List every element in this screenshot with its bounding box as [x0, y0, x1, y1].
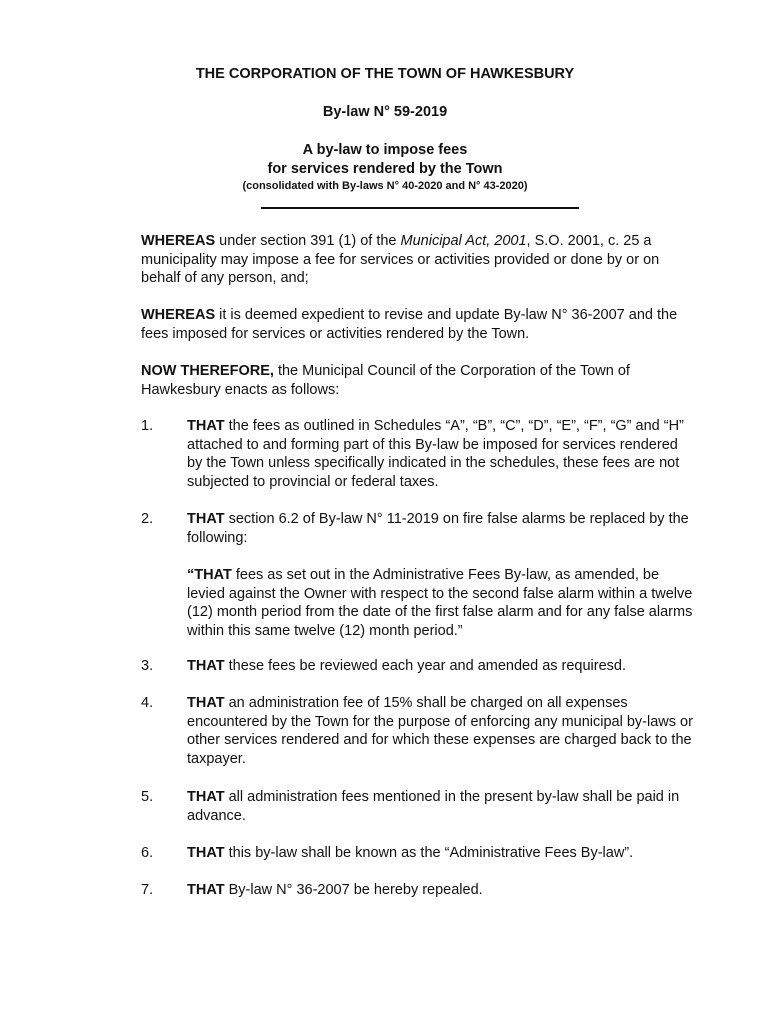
- clause-body: the fees as outlined in Schedules “A”, “B”, “C”, “D”, “E”, “F”, “G” and “H” attached to and forming part of this By-law be imposed for services rendered by the Town unless specifically indicated in the schedules, these fees are not subjected to provincial or federal taxes.: [187, 418, 684, 490]
- now-therefore-text: the Municipal Council of the Corporation of the Town of Hawkesbury enacts as follows:: [141, 363, 630, 398]
- quoted-clause: [187, 566, 696, 640]
- clause-number: 6.: [141, 845, 154, 861]
- clause-body: all administration fees mentioned in the present by-law shall be paid in advance.: [187, 789, 680, 824]
- clause-number: 1.: [141, 418, 154, 434]
- whereas-lead: WHEREAS: [141, 307, 216, 323]
- whereas-text-a: under section 391 (1) of the: [215, 233, 401, 249]
- clause-number: 5.: [141, 789, 154, 805]
- corporation-heading: THE CORPORATION OF THE TOWN OF HAWKESBURY: [195, 66, 575, 82]
- now-therefore-paragraph: [141, 362, 696, 399]
- whereas-lead: WHEREAS: [141, 233, 216, 249]
- clause-lead: THAT: [187, 789, 225, 805]
- whereas-text-b: , S.O. 2001, c. 25 a municipality may impose a fee for services or activities provided or done by or on behalf of any person, and;: [141, 233, 660, 286]
- clause-number: 7.: [141, 882, 154, 898]
- title-divider: [261, 207, 579, 209]
- title-line-2: for services rendered by the Town: [267, 161, 503, 177]
- clause-text: [187, 844, 696, 863]
- clause-lead: THAT: [187, 658, 225, 674]
- consolidation-note: (consolidated with By-laws N° 40-2020 and N° 43-2020): [242, 180, 528, 192]
- clause-lead: THAT: [187, 418, 225, 434]
- clause-lead: THAT: [187, 882, 225, 898]
- clause-text: [187, 694, 696, 768]
- whereas-paragraph-2: [141, 306, 696, 343]
- clause-text: [187, 510, 696, 547]
- clause-text: [187, 788, 696, 825]
- clause-body: an administration fee of 15% shall be charged on all expenses encountered by the Town for the purpose of enforcing any municipal by-laws or other services rendered and for which these expenses are charged back to the taxpayer.: [187, 695, 693, 767]
- clause-lead: THAT: [187, 695, 225, 711]
- clause-text: [187, 881, 696, 900]
- clause-body: this by-law shall be known as the “Administrative Fees By-law”.: [224, 845, 634, 861]
- clause-body: By-law N° 36-2007 be hereby repealed.: [224, 882, 483, 898]
- whereas-text: it is deemed expedient to revise and update By-law N° 36-2007 and the fees imposed for services or activities rendered by the Town.: [141, 307, 678, 342]
- whereas-paragraph-1: [141, 232, 696, 288]
- quoted-clause-lead: “THAT: [187, 567, 232, 583]
- clause-lead: THAT: [187, 845, 225, 861]
- clause-lead: THAT: [187, 511, 225, 527]
- clause-text: [187, 417, 696, 491]
- clause-body: these fees be reviewed each year and amended as requiresd.: [224, 658, 627, 674]
- clause-number: 3.: [141, 658, 154, 674]
- clause-text: [187, 657, 696, 676]
- bylaw-number: By-law N° 59-2019: [322, 104, 448, 120]
- clause-number: 4.: [141, 695, 154, 711]
- act-title: Municipal Act, 2001: [400, 233, 527, 249]
- clause-number: 2.: [141, 511, 154, 527]
- clause-body: section 6.2 of By-law N° 11-2019 on fire false alarms be replaced by the following:: [187, 511, 689, 546]
- now-therefore-lead: NOW THEREFORE,: [141, 363, 274, 379]
- quoted-clause-body: fees as set out in the Administrative Fees By-law, as amended, be levied against the Owner with respect to the second false alarm within a twelve (12) month period from the date of the first false alarm and for any false alarms within this same twelve (12) month period.”: [187, 567, 693, 639]
- title-line-1: A by-law to impose fees: [302, 142, 468, 158]
